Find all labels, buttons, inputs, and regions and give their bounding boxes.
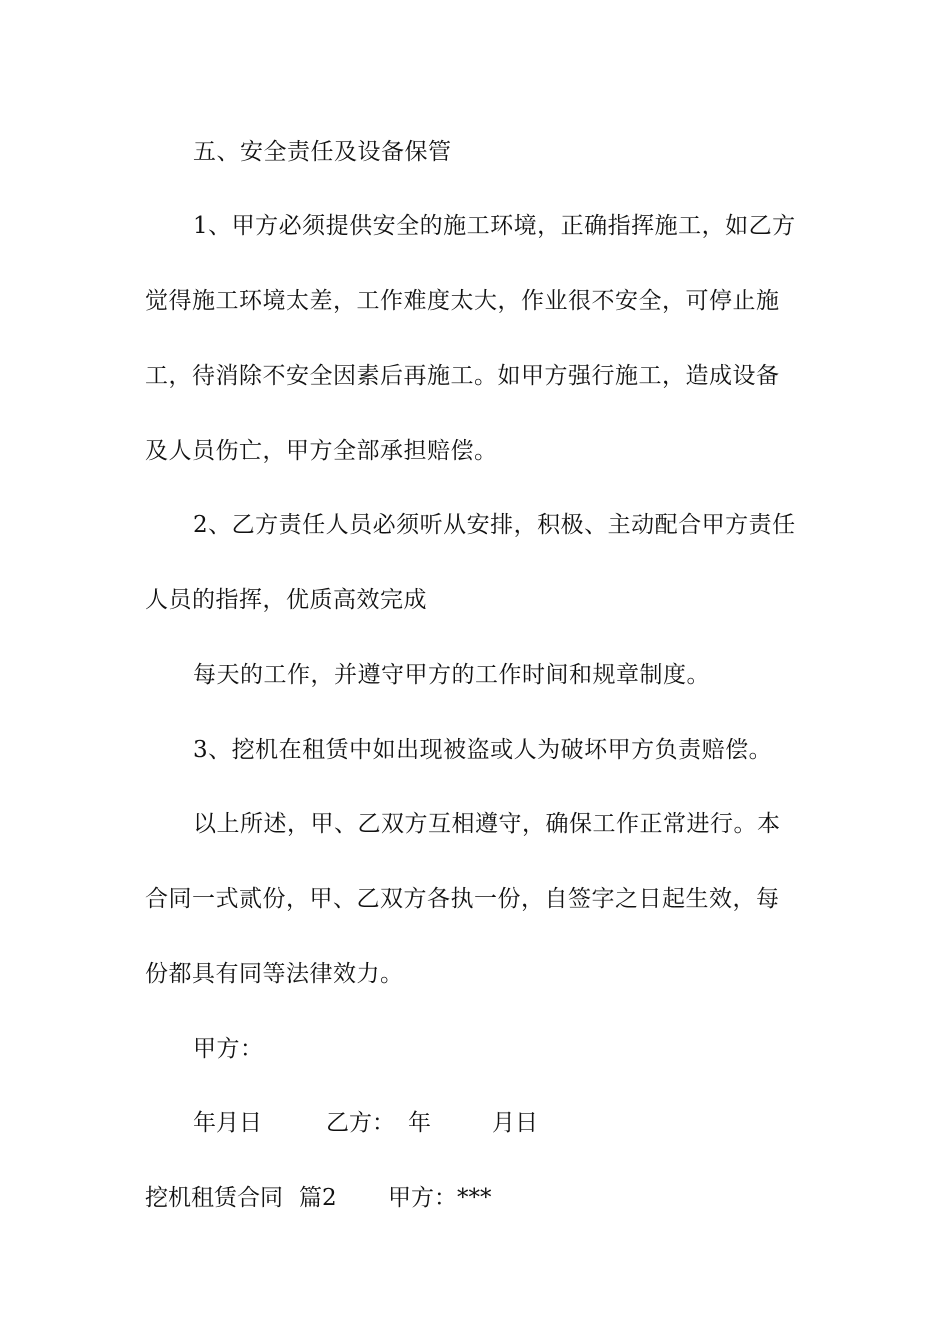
next-contract-part: 篇2 (299, 1185, 337, 1211)
closing-line-1: 以上所述，甲、乙双方互相遵守，确保工作正常进行。本 (193, 811, 781, 837)
party-b-month-day: 月日 (492, 1110, 538, 1136)
clause-2-line-2: 人员的指挥，优质高效完成 (145, 587, 427, 613)
clause-1-line-2: 觉得施工环境太差，工作难度太大，作业很不安全，可停止施 (145, 288, 780, 314)
next-contract-party-a: 甲方：*** (388, 1185, 492, 1211)
clause-1-line-3: 工，待消除不安全因素后再施工。如甲方强行施工，造成设备 (145, 363, 780, 389)
clause-2-line-3: 每天的工作，并遵守甲方的工作时间和规章制度。 (193, 662, 710, 688)
clause-2-line-1: 2、乙方责任人员必须听从安排，积极、主动配合甲方责任 (193, 512, 796, 538)
section-heading: 五、安全责任及设备保管 (193, 139, 452, 165)
clause-1-line-1: 1、甲方必须提供安全的施工环境，正确指挥施工，如乙方 (193, 213, 796, 239)
party-b-label: 乙方： (326, 1110, 395, 1136)
party-a-date: 年月日 (193, 1110, 262, 1136)
clause-1-line-4: 及人员伤亡，甲方全部承担赔偿。 (145, 438, 498, 464)
closing-line-3: 份都具有同等法律效力。 (145, 961, 404, 987)
clause-3: 3、挖机在租赁中如出现被盗或人为破坏甲方负责赔偿。 (193, 737, 773, 763)
closing-line-2: 合同一式贰份，甲、乙双方各执一份，自签字之日起生效，每 (145, 886, 780, 912)
party-b-year: 年 (408, 1110, 431, 1136)
next-contract-title: 挖机租赁合同 (145, 1185, 283, 1211)
party-a-label: 甲方： (193, 1036, 264, 1062)
